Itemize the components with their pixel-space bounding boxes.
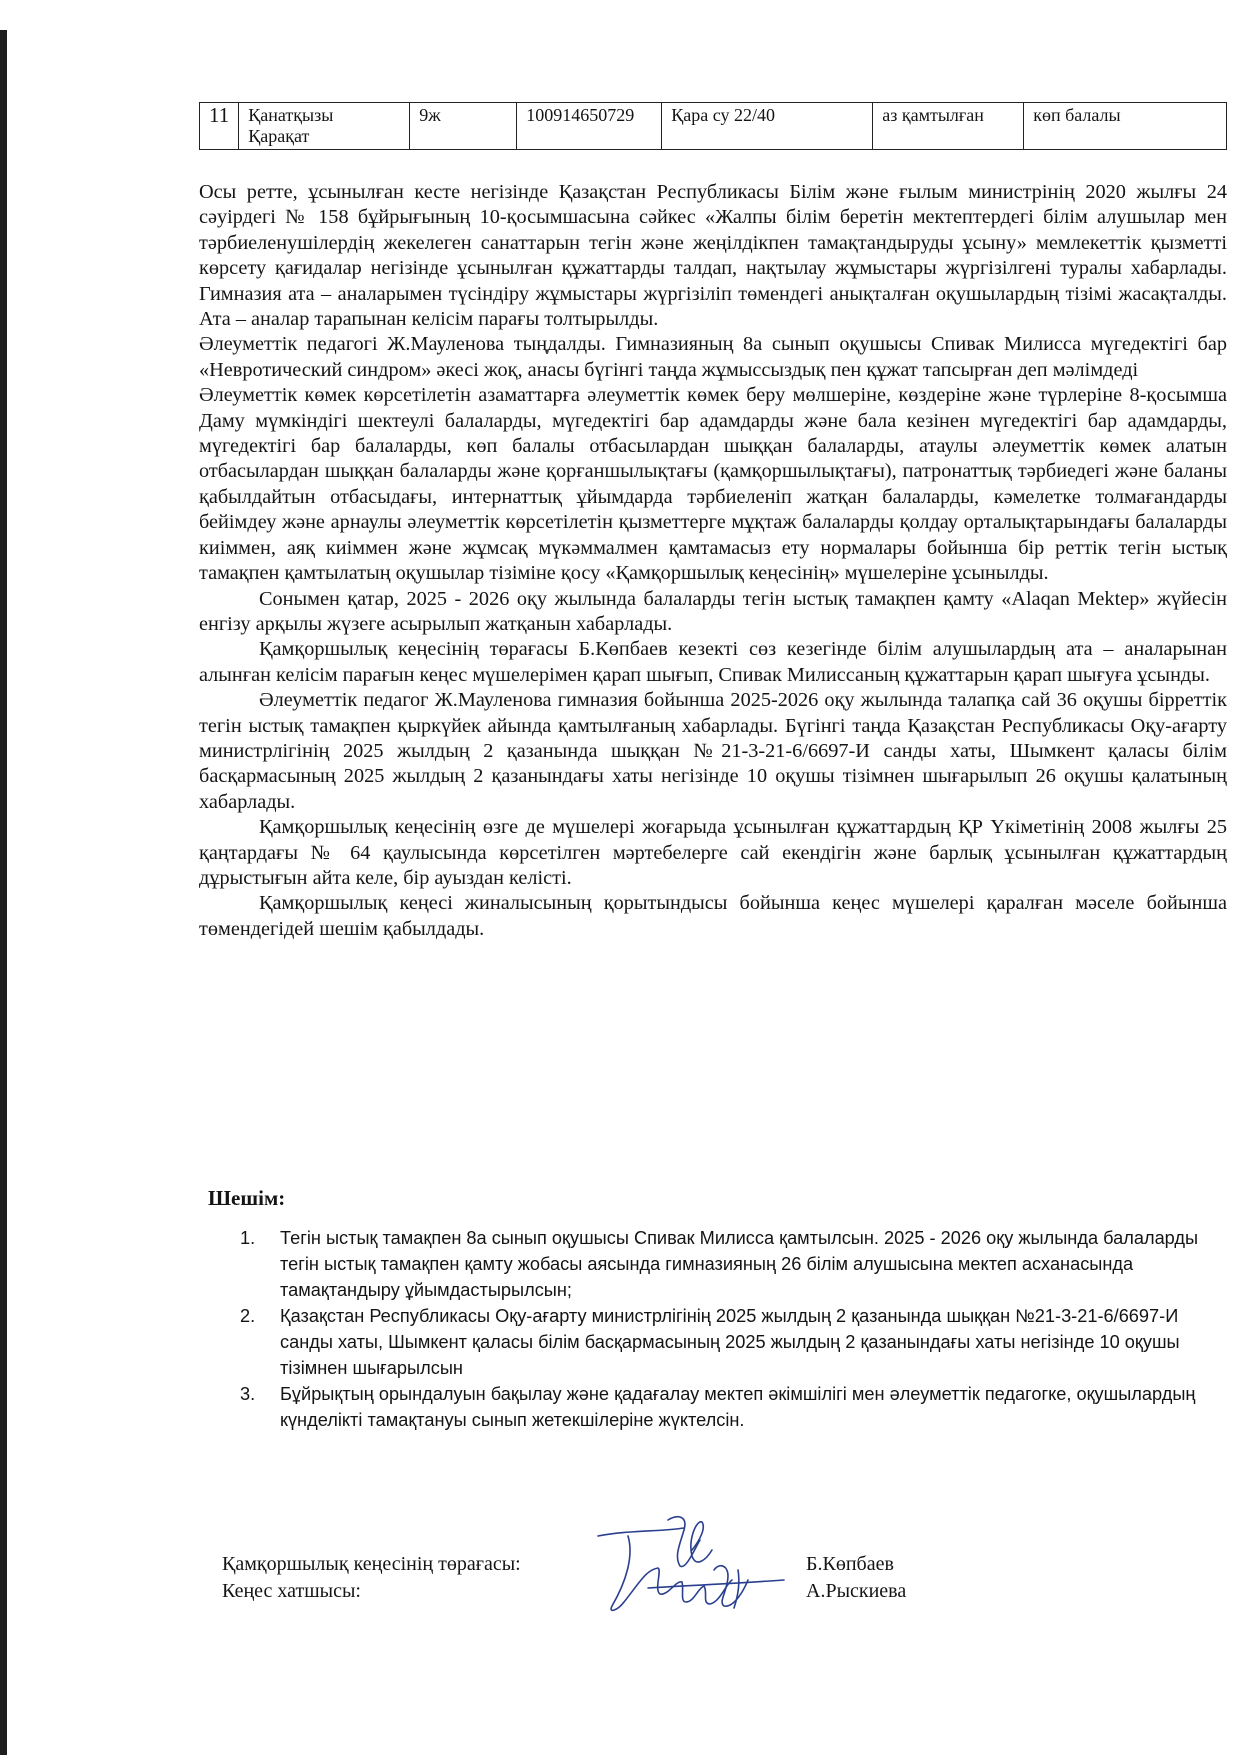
cell-class: 9ж	[410, 103, 517, 150]
cell-iin: 100914650729	[517, 103, 662, 150]
chair-name: Б.Көпбаев	[806, 1553, 894, 1575]
paragraph-social-pedagogue: Әлеуметтік педагогі Ж.Мауленова тыңдалды. Гимназияның 8а сынып оқушысы Спивак Милисса мүгедектігі бар «Невротический синдром» әкесі жоқ, анасы бүгінгі таңда жұмыссыздық пен құжат тапсырған деп мәлімдеді	[199, 333, 1227, 381]
cell-status: аз қамтылған	[873, 103, 1024, 150]
list-item	[240, 1381, 1200, 1433]
paragraph-social-aid: Әлеуметтік көмек көрсетілетін азаматтарға әлеуметтік көмек беру мөлшеріне, көздеріне және түрлеріне 8-қосымша Даму мүмкіндігі шектеулі балаларды, мүгедектігі бар адамдарды және бала кезінен мүгедектігі бар адамдарды, мүгедектігі бар балаларды, көп балалы отбасылардан шыққан балаларды, атаулы әлеуметтік көмек алатын отбасылардан шыққан балаларды және қорғаншылықтағы (қамқоршылықтағы), патронаттық тәрбиедегі және баланы қабылдайтын отбасыдағы, интернаттық ұйымдарда тәрбиеленіп жатқан балаларды, кәмелетке толмағандарды бейімдеу және арнаулы әлеуметтік көрсетілетін қызметтерге мұқтаж балаларды қолдау орталықтарындағы балаларды киіммен, аяқ киіммен және жұмсақ мүкәммалмен қамтамасыз ету нормалары бойынша бір реттік тегін ыстық тамақпен қамтылатың оқушылар тізіміне қосу «Қамқоршылық кеңесінің» мүшелеріне ұсынылды.	[199, 384, 1227, 585]
decision-list	[240, 1225, 1200, 1433]
cell-category: көп балалы	[1024, 103, 1227, 150]
table-row	[200, 103, 1227, 150]
body-text	[199, 180, 1227, 942]
list-item-number: 3.	[240, 1384, 256, 1404]
list-item-text: Бұйрықтың орындалуын бақылау және қадағалау мектеп әкімшілігі мен әлеуметтік педагогке, оқушылардың күнделікті тамақтануы сынып жетекшілеріне жүктелсін.	[280, 1384, 1196, 1430]
cell-address: Қара су 22/40	[662, 103, 873, 150]
paragraph-coverage: Әлеуметтік педагог Ж.Мауленова гимназия бойынша 2025-2026 оқу жылында талапқа сай 36 оқушы бірреттік тегін ыстық тамақпен қыркүйек айында қамтылғаның хабарлады. Бүгінгі таңда Қазақстан Республикасы Оқу-ағарту министрлігінің 2025 жылдың 2 қазанында шыққан №21-3-21-6/6697-И санды хаты, Шымкент қаласы білім басқармасының 2025 жылдың 2 қазанындағы хаты негізінде 10 оқушы тізімнен шығарылып 26 оқушы қалатының хабарлады.	[199, 689, 1227, 813]
paragraph-analysis: Осы ретте, ұсынылған кесте негізінде Қазақстан Республикасы Білім және ғылым министрінің 2020 жылғы 24 сәуірдегі № 158 бұйрығының 10-қосымшасына сәйкес «Жалпы білім беретін мектептердегі білім алушылар мен тәрбиеленушілердің жекелеген санаттарын тегін және жеңілдікпен тамақтандыруды ұсыну» мемлекеттік қызметті көрсету қағидалар негізінде ұсынылған құжаттарды талдап, нақтылау жұмыстары жүргізілгені туралы хабарлады. Гимназия ата – аналарымен түсіндіру жұмыстары жүргізіліп төмендегі анықталған оқушылардың тізімі жасақталды. Ата – аналар тарапынан келісім парағы толтырылды.	[199, 181, 1227, 331]
chair-title: Қамқоршылық кеңесінің төрағасы:	[222, 1553, 521, 1575]
secretary-name: А.Рыскиева	[806, 1580, 907, 1602]
cell-number: 11	[200, 103, 239, 150]
handwritten-signature	[588, 1510, 788, 1625]
list-item-text: Қазақстан Республикасы Оқу-ағарту министрлігінің 2025 жылдың 2 қазанында шыққан №21-3-21-6/6697-И санды хаты, Шымкент қаласы білім басқармасының 2025 жылдың 2 қазанындағы хаты негізінде 10 оқушы тізімнен шығарылсын	[280, 1306, 1180, 1378]
secretary-title: Кеңес хатшысы:	[222, 1580, 361, 1602]
paragraph-chair: Қамқоршылық кеңесінің төрағасы Б.Көпбаев кезекті сөз кезегінде білім алушылардың ата – аналарынан алынған келісім парағын кеңес мүшелерімен қарап шығып, Спивак Милиссаның құжаттарын қарап шығуға ұсынды.	[199, 638, 1227, 686]
list-item-text: Тегін ыстық тамақпен 8а сынып оқушысы Спивак Милисса қамтылсын. 2025 - 2026 оқу жылында балаларды тегін ыстық тамақпен қамту жобасы аясында гимназияның 26 білім алушысына мектеп асханасында тамақтандыру ұйымдастырылсын;	[280, 1228, 1199, 1300]
list-item	[240, 1303, 1200, 1381]
list-item-number: 1.	[240, 1228, 256, 1248]
paragraph-alaqan: Сонымен қатар, 2025 - 2026 оқу жылында балаларды тегін ыстық тамақпен қамту «Alaqan Mektep» жүйесін енгізу арқылы жүзеге асырылып жатқанын хабарлады.	[199, 587, 1227, 635]
paragraph-members-agree: Қамқоршылық кеңесінің өзге де мүшелері жоғарыда ұсынылған құжаттардың ҚР Үкіметінің 2008 жылғы 25 қаңтардағы № 64 қаулысында көрсетілген мәртебелерге сай екендігін және барлық ұсынылған құжаттардың дұрыстығын айта келе, бір ауыздан келісті.	[199, 816, 1227, 889]
decision-heading: Шешім:	[208, 1186, 286, 1210]
list-item-number: 2.	[240, 1306, 256, 1326]
page-edge-shadow	[0, 30, 7, 1755]
students-table	[199, 102, 1227, 150]
paragraph-conclusion: Қамқоршылық кеңесі жиналысының қорытындысы бойынша кеңес мүшелері қаралған мәселе бойынша төмендегідей шешім қабылдады.	[199, 892, 1227, 940]
cell-student-name: Қанатқызы Қарақат	[239, 103, 410, 150]
list-item	[240, 1225, 1200, 1303]
